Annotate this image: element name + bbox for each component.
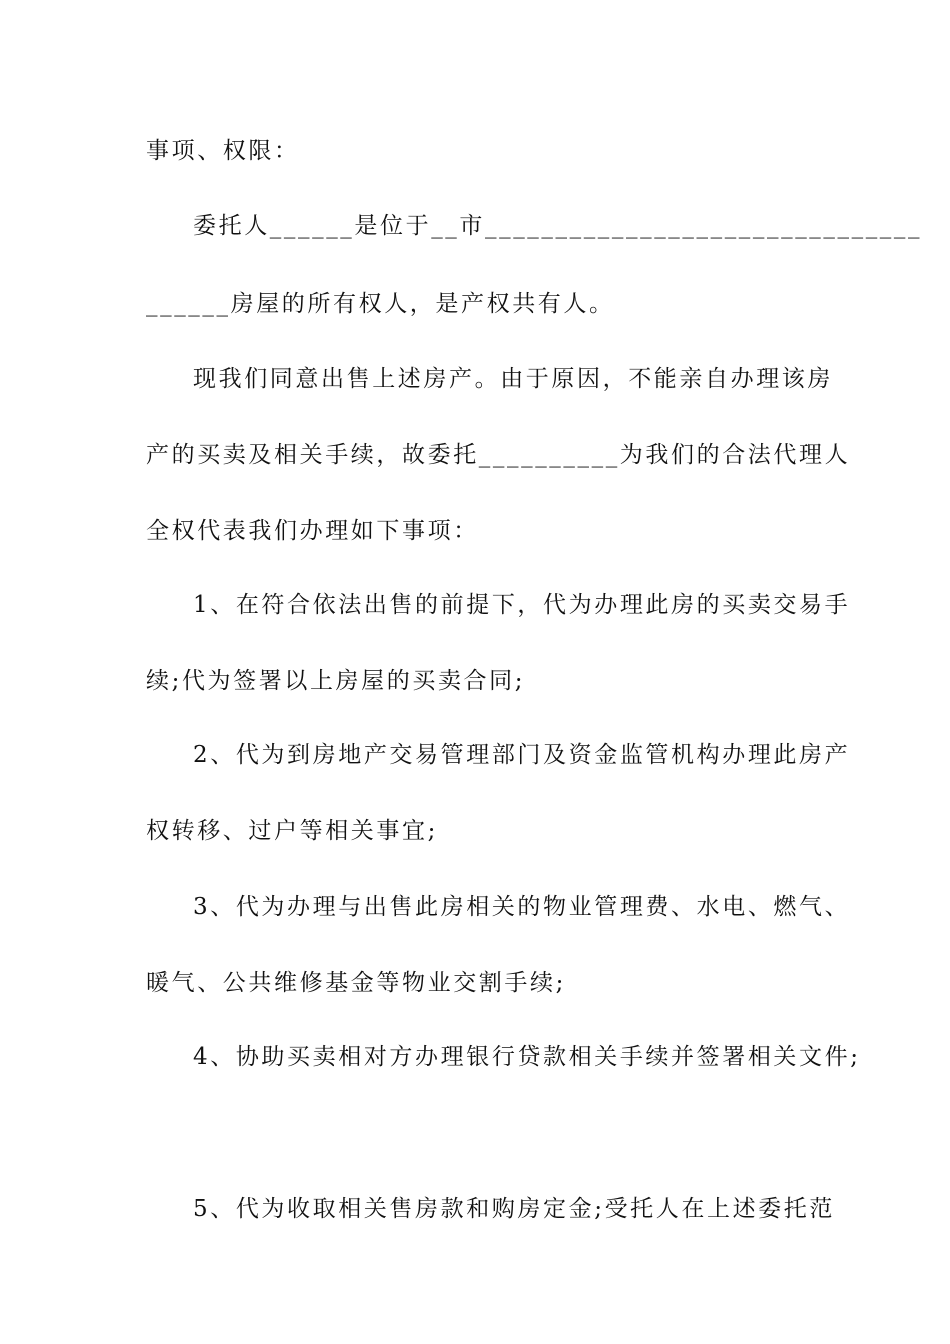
paragraph-line: 全权代表我们办理如下事项： — [146, 518, 479, 544]
list-item-line: 3、代为办理与出售此房相关的物业管理费、水电、燃气、 — [193, 894, 851, 920]
list-item-line: 暖气、公共维修基金等物业交割手续; — [146, 970, 566, 996]
list-item-line: 2、代为到房地产交易管理部门及资金监管机构办理此房产 — [193, 742, 851, 768]
list-item-line: 续;代为签署以上房屋的买卖合同; — [146, 668, 526, 694]
list-item-line: 权转移、过户等相关事宜; — [146, 818, 438, 844]
paragraph-line: 现我们同意出售上述房产。由于原因，不能亲自办理该房 — [193, 366, 833, 392]
list-item-line: 5、代为收取相关售房款和购房定金;受托人在上述委托范 — [193, 1196, 835, 1222]
paragraph-line: ______房屋的所有权人，是产权共有人。 — [146, 291, 615, 317]
paragraph-line: 委托人______是位于__市_______________________________ — [193, 213, 923, 239]
list-item-line: 1、在符合依法出售的前提下，代为办理此房的买卖交易手 — [193, 592, 851, 618]
paragraph-line: 产的买卖及相关手续，故委托__________为我们的合法代理人 — [146, 442, 851, 468]
list-item-line: 4、协助买卖相对方办理银行贷款相关手续并签署相关文件; — [193, 1044, 861, 1070]
section-heading: 事项、权限： — [146, 138, 300, 164]
